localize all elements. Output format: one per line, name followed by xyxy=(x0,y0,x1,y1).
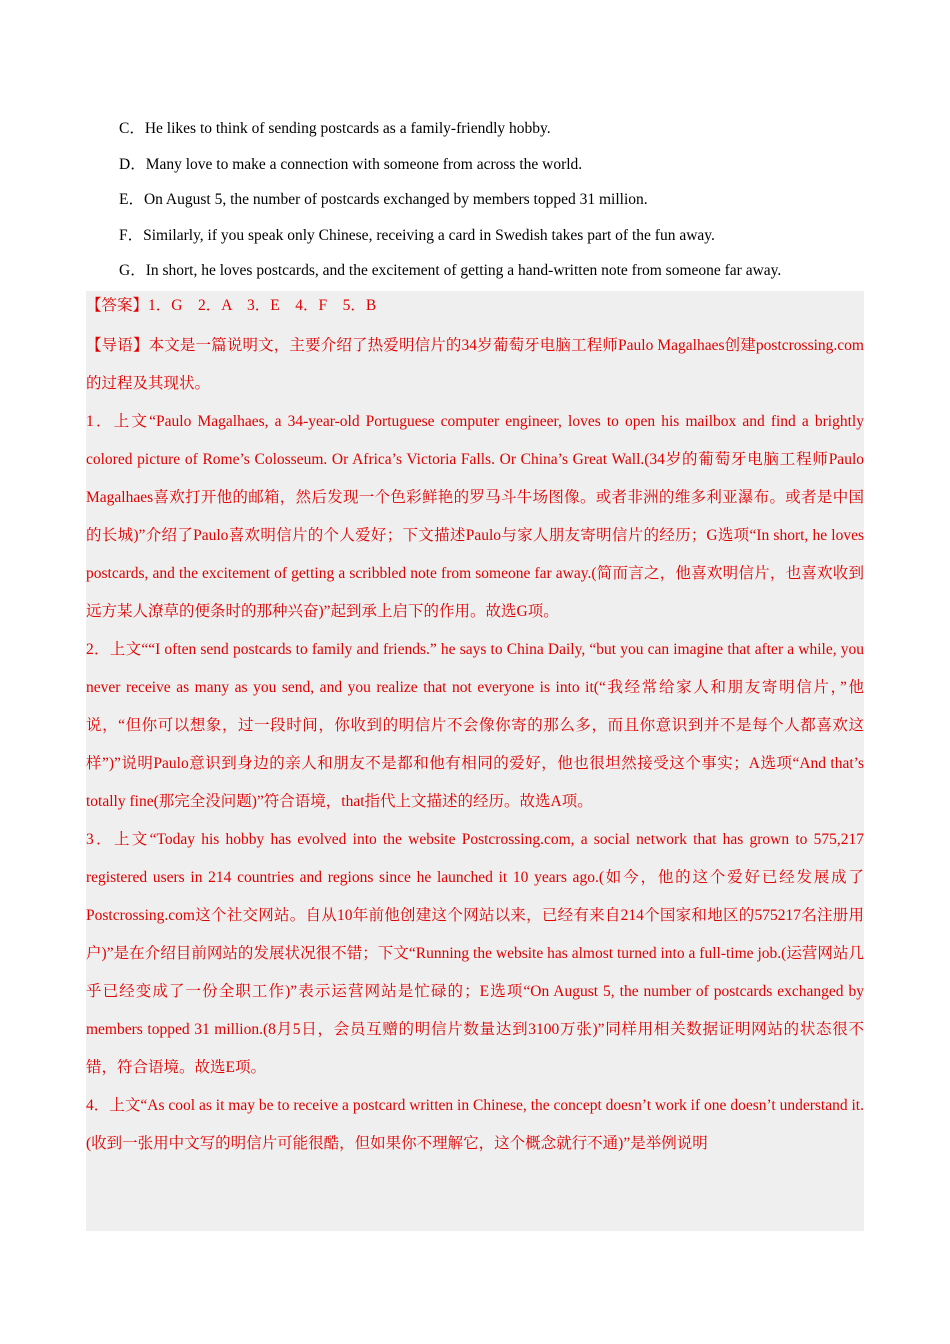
guide-label: 【导语】 xyxy=(86,337,149,354)
answer-text: 1．G 2．A 3．E 4．F 5．B xyxy=(148,297,377,314)
option-letter: D． xyxy=(119,155,146,173)
explanation-number: 1． xyxy=(86,413,114,430)
option-c xyxy=(119,111,879,147)
option-text: He likes to think of sending postcards as a family-friendly hobby. xyxy=(144,120,551,137)
explanation-text: 上文“As cool as it may be to receive a postcard written in Chinese, the concept doesn’t work if one doesn’t understand it.(收到一张用中文写的明信片可能很酷，但如果你不理解它，这个概念就行不通)”是举例说明 xyxy=(86,1097,864,1152)
guide-text: 本文是一篇说明文，主要介绍了热爱明信片的34岁葡萄牙电脑工程师Paulo Magalhaes创建postcrossing.com的过程及其现状。 xyxy=(86,337,864,392)
explanation-text: 上文“Today his hobby has evolved into the website Postcrossing.com, a social network that has grown to 575,217 registered users in 214 countries and regions since he launched it 10 years ago.(如今，他的这个爱好已经发展成了Postcrossing.com这个社交网站。自从10年前他创建这个网站以来，已经有来自214个国家和地区的575217名注册用户)”是在介绍目前网站的发展状况很不错；下文“Running the website has almost turned into a full-time job.(运营网站几乎已经变成了一份全职工作)”表示运营网站是忙碌的；E选项“On August 5, the number of postcards exchanged by members topped 31 million.(8月5日，会员互赠的明信片数量达到3100万张)”同样用相关数据证明网站的状态很不错，符合语境。故选E项。 xyxy=(86,831,864,1076)
answer-key xyxy=(86,291,864,327)
option-letter: F． xyxy=(119,226,144,244)
answer-label: 【答案】 xyxy=(86,297,149,314)
answer-explanation-block xyxy=(86,291,864,1231)
option-text: In short, he loves postcards, and the excitement of getting a hand-written note from someone far away. xyxy=(145,262,782,279)
option-text: Many love to make a connection with someone from across the world. xyxy=(145,155,583,173)
explanation-2 xyxy=(86,631,864,821)
explanation-3 xyxy=(86,821,864,1087)
guide-paragraph xyxy=(86,327,864,403)
explanation-4 xyxy=(86,1087,864,1163)
option-letter: G． xyxy=(119,262,146,279)
option-text: On August 5, the number of postcards exchanged by members topped 31 million. xyxy=(143,191,648,208)
option-f xyxy=(119,218,879,254)
option-text: Similarly, if you speak only Chinese, receiving a card in Swedish takes part of the fun away. xyxy=(143,226,715,244)
option-e xyxy=(119,182,879,218)
explanation-number: 3． xyxy=(86,831,114,848)
explanation-text: 上文“Paulo Magalhaes, a 34-year-old Portuguese computer engineer, loves to open his mailbox and find a brightly colored picture of Rome’s Colosseum. Or Africa’s Victoria Falls. Or China’s Great Wall.(34岁的葡萄牙电脑工程师Paulo Magalhaes喜欢打开他的邮箱，然后发现一个色彩鲜艳的罗马斗牛场图像。或者非洲的维多利亚瀑布。或者是中国的长城)”介绍了Paulo喜欢明信片的个人爱好；下文描述Paulo与家人朋友寄明信片的经历；G选项“In short, he loves postcards, and the excitement of getting a scribbled note from someone far away.(简而言之，他喜欢明信片，也喜欢收到远方某人潦草的便条时的那种兴奋)”起到承上启下的作用。故选G项。 xyxy=(86,413,864,620)
option-letter: C． xyxy=(119,120,145,137)
option-g xyxy=(119,253,879,289)
option-d xyxy=(119,147,879,183)
option-list xyxy=(119,111,879,289)
explanation-number: 4． xyxy=(86,1097,110,1114)
explanation-number: 2． xyxy=(86,641,110,658)
explanation-text: 上文““I often send postcards to family and friends.” he says to China Daily, “but you can imagine that after a while, you never receive as many as you send, and you realize that not everyone is into it(“我经常给家人和朋友寄明信片，”他说，“但你可以想象，过一段时间，你收到的明信片不会像你寄的那么多，而且你意识到并不是每个人都喜欢这样”)”说明Paulo意识到身边的亲人和朋友不是都和他有相同的爱好，他也很坦然接受这个事实；A选项“And that’s totally fine(那完全没问题)”符合语境，that指代上文描述的经历。故选A项。 xyxy=(86,641,864,810)
option-letter: E． xyxy=(119,191,144,208)
explanation-1 xyxy=(86,403,864,631)
